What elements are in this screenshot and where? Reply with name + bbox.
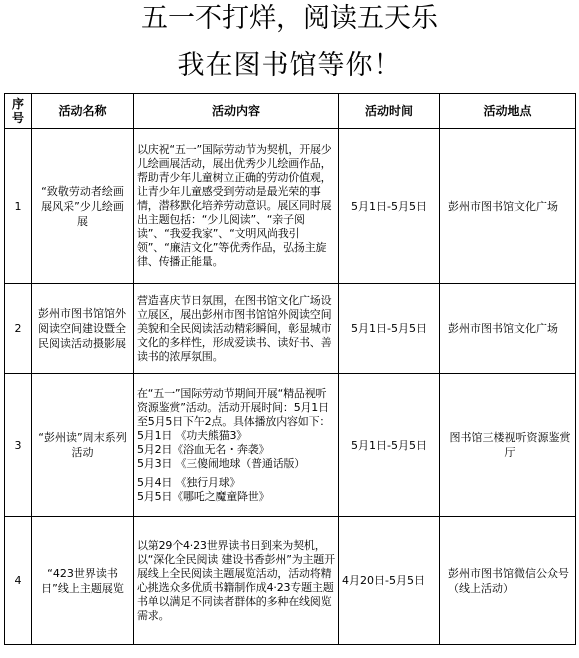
schedule-item: 5月4日 《独行月球》	[137, 475, 241, 489]
row-time: 5月1日-5月5日	[339, 374, 440, 517]
table-row	[5, 374, 576, 517]
row-time: 5月1日-5月5日	[339, 129, 440, 284]
table-row	[5, 129, 576, 284]
schedule-item: 5月1日 《功夫熊猫3》	[137, 428, 248, 442]
header-content: 活动内容	[134, 94, 339, 129]
row-no: 1	[5, 129, 32, 284]
row-place: 彭州市图书馆文化广场	[440, 284, 576, 374]
row-no: 3	[5, 374, 32, 517]
row-name: “彭州读”周末系列活动	[32, 374, 134, 517]
activity-table	[4, 93, 576, 645]
page-title: 五一不打烊，阅读五天乐	[141, 3, 438, 34]
row-time: 5月1日-5月5日	[339, 284, 440, 374]
row-no: 4	[5, 517, 32, 645]
row-content: 以庆祝“五一”国际劳动节为契机，开展少儿绘画展活动，展出优秀少儿绘画作品，帮助青少年儿童树立正确的劳动价值观，让青少年儿童感受到劳动是最光荣的事情，潜移默化培养劳动意识。展区同时展出主题包括：“少儿阅读”、“亲子阅读”、“我爱我家”、“文明风尚我引领”、“廉洁文化”等优秀作品，弘扬主旋律、传播正能量。	[134, 129, 339, 284]
header-no: 序号	[5, 94, 32, 129]
row-content: 以第29个4·23世界读书日到来为契机，以“深化全民阅读 建设书香彭州”为主题开展线上全民阅读主题展览活动，活动将精心挑选众多优质书籍制作成4·23专题主题书单以满足不同读者群体的多种在线阅览需求。	[134, 517, 339, 645]
header-name: 活动名称	[32, 94, 134, 129]
schedule-item: 5月3日 《三傻闹地球（普通话版）	[137, 456, 306, 470]
row-time: 4月20日-5月5日	[339, 517, 440, 645]
table-header-row	[5, 94, 576, 129]
schedule-item: 5月5日《哪吒之魔童降世》	[137, 489, 270, 503]
row-name: “423世界读书日”线上主题展览	[32, 517, 134, 645]
schedule-item: 5月2日《浴血无名・奔袭》	[137, 442, 270, 456]
row-content: 营造喜庆节日氛围，在图书馆文化广场设立展区，展出彭州市图书馆馆外阅读空间美貌和全民阅读活动精彩瞬间，彰显城市文化的多样性，形成爱读书、读好书、善读书的浓厚氛围。	[134, 284, 339, 374]
table-row	[5, 517, 576, 645]
row-content	[134, 374, 339, 517]
page-subtitle: 我在图书馆等你！	[177, 50, 402, 81]
row-place: 彭州市图书馆微信公众号（线上活动）	[440, 517, 576, 645]
row-name: 彭州市图书馆馆外阅读空间建设暨全民阅读活动摄影展	[32, 284, 134, 374]
header-time: 活动时间	[339, 94, 440, 129]
header-place: 活动地点	[440, 94, 576, 129]
row-name: “致敬劳动者绘画展风采”少儿绘画展	[32, 129, 134, 284]
row-place: 彭州市图书馆文化广场	[440, 129, 576, 284]
row-content-intro: 在“五一”国际劳动节期间开展“精品视听资源鉴赏”活动。活动开展时间：5月1日至5月5日下午2点。具体播放内容如下：	[137, 386, 331, 428]
table-row	[5, 284, 576, 374]
row-no: 2	[5, 284, 32, 374]
row-place: 图书馆三楼视听资源鉴赏厅	[440, 374, 576, 517]
